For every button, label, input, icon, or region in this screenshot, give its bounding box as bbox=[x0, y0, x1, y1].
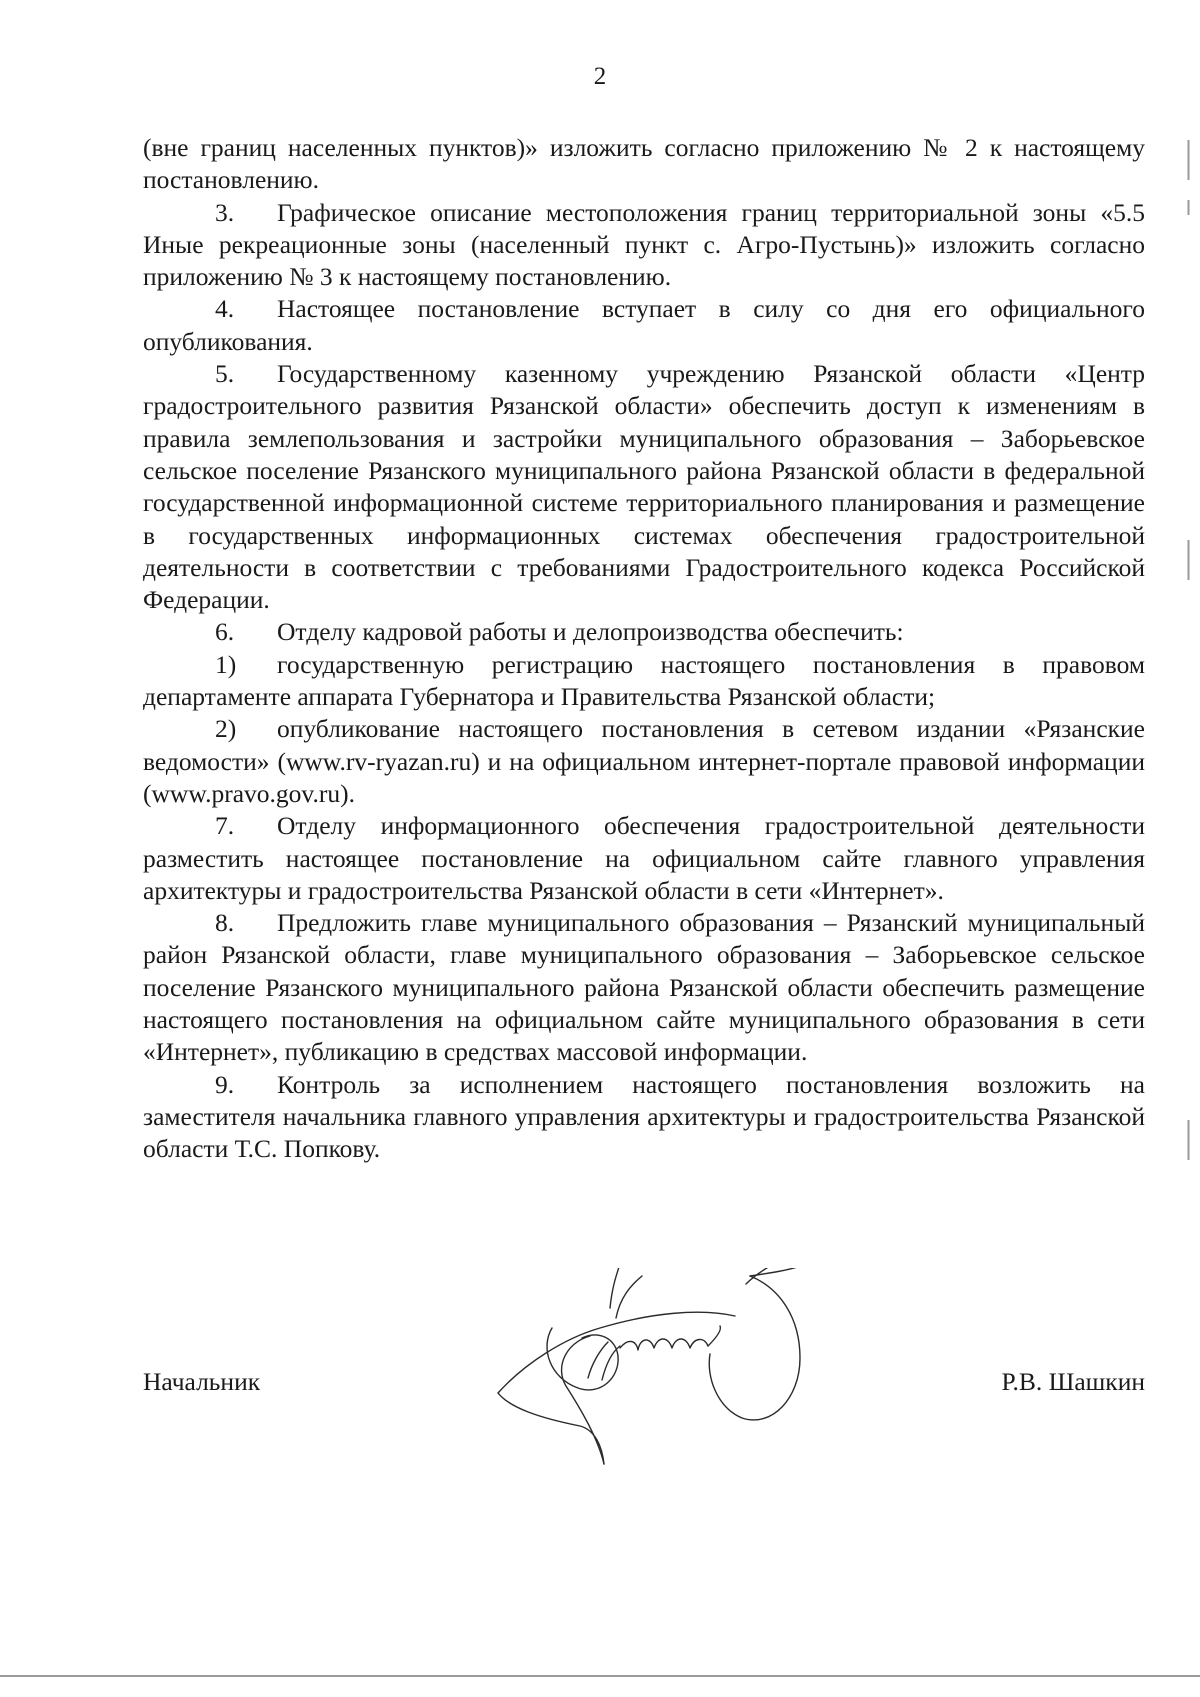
document-body bbox=[143, 132, 1145, 1166]
item-number: 5. bbox=[215, 359, 235, 389]
paragraph-text: государственную регистрацию настоящего постановления в правовом департаменте аппарата Губернатора и Правительства Рязанской области; bbox=[143, 649, 1145, 712]
item-number: 2) bbox=[215, 714, 237, 744]
paragraph-text: Настоящее постановление вступает в силу со дня его официального опубликования. bbox=[143, 294, 1145, 356]
paragraph-subitem-1 bbox=[143, 649, 1145, 714]
item-number: 6. bbox=[215, 617, 235, 647]
paragraph-item-3 bbox=[143, 197, 1145, 294]
scan-edge-right bbox=[1187, 120, 1190, 1400]
paragraph-text: Отделу информационного обеспечения градостроительной деятельности разместить настоящее постановление на официальном сайте главного управления архитектуры и градостроительства Рязанской области в сети «Интернет». bbox=[143, 811, 1145, 905]
paragraph-subitem-2 bbox=[143, 713, 1145, 810]
item-number: 3. bbox=[215, 197, 235, 227]
paragraph-item-4 bbox=[143, 293, 1145, 358]
item-number: 4. bbox=[215, 294, 235, 324]
paragraph-item-5 bbox=[143, 358, 1145, 616]
item-number: 7. bbox=[215, 811, 235, 841]
paragraph-item-7 bbox=[143, 810, 1145, 907]
signer-name: Р.В. Шашкин bbox=[1001, 1367, 1145, 1396]
paragraph-text: опубликование настоящего постановления в сетевом издании «Рязанские ведомости» (www.rv-ryazan.ru) и на официальном интернет-портале правовой информации (www.pravo.gov.ru). bbox=[143, 714, 1145, 808]
paragraph-text: Отделу кадровой работы и делопроизводства обеспечить: bbox=[277, 617, 904, 647]
page-number: 2 bbox=[593, 63, 607, 90]
paragraph-text: Предложить главе муниципального образования – Рязанский муниципальный район Рязанской области, главе муниципального образования – Заборьевское сельское поселение Рязанского муниципального района Рязанской области обеспечить размещение настоящего постановления на официальном сайте муниципального образования в сети «Интернет», публикацию в средствах массовой информации. bbox=[143, 908, 1145, 1067]
paragraph-item-8 bbox=[143, 907, 1145, 1068]
paragraph-continuation bbox=[143, 132, 1145, 197]
paragraph-item-9 bbox=[143, 1069, 1145, 1166]
paragraph-text: Графическое описание местоположения границ территориальной зоны «5.5 Иные рекреационные зоны (населенный пункт с. Агро-Пустынь)» изложить согласно приложению № 3 к настоящему постановлению. bbox=[143, 197, 1145, 292]
item-number: 9. bbox=[215, 1069, 235, 1099]
item-number: 1) bbox=[215, 649, 237, 679]
scan-edge-bottom bbox=[0, 1675, 1200, 1677]
paragraph-item-6 bbox=[143, 616, 1145, 648]
paragraph-text: (вне границ населенных пунктов)» изложить согласно приложению № 2 к настоящему постановлению. bbox=[143, 133, 1145, 195]
item-number: 8. bbox=[215, 908, 235, 938]
signature-row bbox=[143, 1366, 1145, 1406]
paragraph-text: Государственному казенному учреждению Рязанской области «Центр градостроительного развития Рязанской области» обеспечить доступ к изменениям в правила землепользования и застройки муниципального образования – Заборьевское сельское поселение Рязанского муниципального района Рязанской области в федеральной государственной информационной системе территориального планирования и размещение в государственных информационных системах обеспечения градостроительной деятельности в соответствии с требованиями Градостроительного кодекса Российской Федерации. bbox=[143, 359, 1145, 615]
signer-position: Начальник bbox=[143, 1367, 261, 1396]
paragraph-text: Контроль за исполнением настоящего постановления возложить на заместителя начальника главного управления архитектуры и градостроительства Рязанской области Т.С. Попкову. bbox=[143, 1069, 1145, 1164]
